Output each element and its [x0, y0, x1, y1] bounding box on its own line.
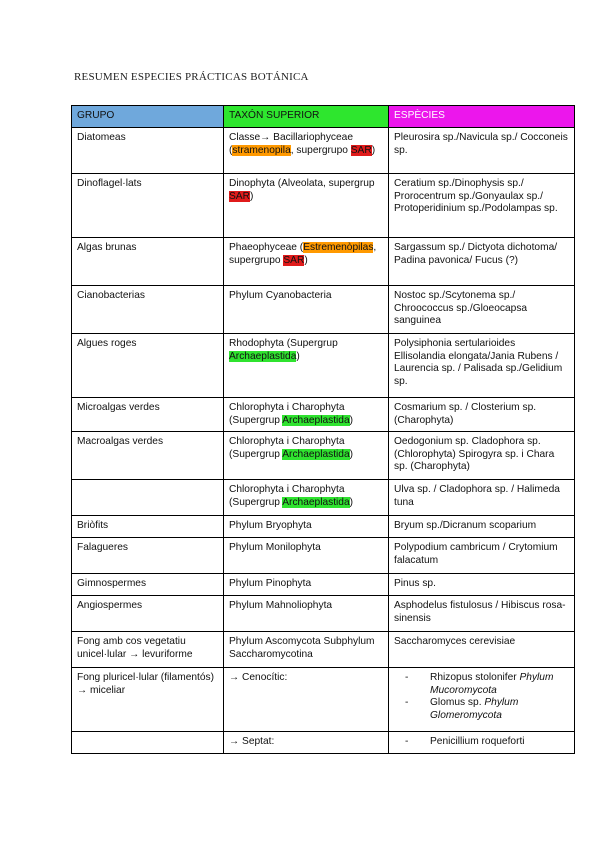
species-list: [394, 672, 569, 722]
taxon-text: Phaeophyceae (: [229, 242, 304, 253]
cell-grupo: Angiospermes: [72, 596, 224, 632]
cell-taxon: [224, 480, 389, 516]
cell-taxon: [224, 128, 389, 174]
taxon-text: ): [349, 448, 354, 460]
cell-grupo: Dinoflagel·lats: [72, 174, 224, 238]
cell-taxon: [224, 398, 389, 432]
taxon-text: , supergrupo: [290, 144, 351, 156]
cell-especies: Pinus sp.: [389, 574, 575, 596]
cell-especies: Sargassum sp./ Dictyota dichotoma/ Padina pavonica/ Fucus (?): [389, 238, 575, 286]
highlight-sar: SAR: [229, 190, 250, 202]
cell-taxon: [224, 516, 389, 538]
taxon-text: ): [371, 144, 376, 156]
table-row: [72, 432, 575, 480]
cell-taxon: → Septat:: [224, 732, 389, 754]
table-row: [72, 480, 575, 516]
cell-taxon: [224, 538, 389, 574]
taxon-text: ): [296, 350, 300, 362]
table-row: [72, 334, 575, 398]
column-header-especies: ESPÈCIES: [389, 106, 575, 128]
highlight-sar: SAR: [283, 254, 305, 266]
cell-taxon: [224, 174, 389, 238]
taxon-text: Phylum Ascomycota Subphylum Saccharomycotina: [229, 636, 375, 660]
taxon-text: Chlorophyta i Charophyta (Supergrup: [229, 484, 345, 508]
table-row: [72, 732, 575, 754]
cell-especies: Ceratium sp./Dinophysis sp./ Prorocentrum sp./Gonyaulax sp./ Protoperidinium sp./Podolampas sp.: [389, 174, 575, 238]
cell-grupo: [72, 480, 224, 516]
highlight-archaeplastida: Archaeplastida: [282, 448, 350, 460]
phylum-name: Phylum Glomeromycota: [430, 697, 519, 721]
table-row: [72, 632, 575, 668]
highlight-estremenopilas: Estremenòpilas: [303, 242, 374, 253]
table-row: [72, 516, 575, 538]
list-item: [405, 736, 569, 749]
highlight-archaeplastida: Archaeplastida: [282, 496, 350, 508]
cell-especies: Bryum sp./Dicranum scoparium: [389, 516, 575, 538]
highlight-archaeplastida: Archaeplastida: [229, 350, 297, 362]
cell-especies: Polypodium cambricum / Crytomium falacatum: [389, 538, 575, 574]
phylum-name: Phylum Mucoromycota: [430, 672, 554, 696]
taxon-text: Phylum Monilophyta: [229, 542, 321, 553]
cell-grupo: Briòfits: [72, 516, 224, 538]
taxon-text: ): [349, 414, 354, 426]
table-row: [72, 538, 575, 574]
cell-especies: Ulva sp. / Cladophora sp. / Halimeda tuna: [389, 480, 575, 516]
cell-grupo: [72, 732, 224, 754]
taxon-text: Phylum Mahnoliophyta: [229, 600, 333, 611]
cell-especies: Saccharomyces cerevisiae: [389, 632, 575, 668]
taxon-text: Chlorophyta i Charophyta (Supergrup: [229, 436, 345, 460]
page-title: RESUMEN ESPECIES PRÁCTICAS BOTÁNICA: [74, 71, 309, 83]
cell-especies: Cosmarium sp. / Closterium sp. (Charophyta): [389, 398, 575, 432]
cell-grupo: Algues roges: [72, 334, 224, 398]
taxon-text: Phylum Bryophyta: [229, 520, 312, 531]
taxon-text: Rhodophyta (Supergrup: [229, 338, 338, 349]
cell-grupo: Fong amb cos vegetatiu unicel·lular → levuriforme: [72, 632, 224, 668]
cell-especies: Nostoc sp./Scytonema sp./ Chroococcus sp./Gloeocapsa sanguinea: [389, 286, 575, 334]
cell-taxon: [224, 632, 389, 668]
species-table: [71, 105, 575, 754]
cell-taxon: [224, 574, 389, 596]
taxon-text: ): [349, 496, 354, 508]
cell-grupo: Macroalgas verdes: [72, 432, 224, 480]
taxon-text: , supergrupo: [229, 242, 377, 266]
cell-grupo: Diatomeas: [72, 128, 224, 174]
taxon-text: Phylum Pinophyta: [229, 578, 312, 589]
cell-especies: Asphodelus fistulosus / Hibiscus rosa-sinensis: [389, 596, 575, 632]
cell-especies: Polysiphonia sertularioides Ellisolandia elongata/Jania Rubens / Laurencia sp. / Palisada sp./Gelidium sp.: [389, 334, 575, 398]
species-name: Glomus sp.: [430, 697, 485, 708]
highlight-stramenopila: stramenopila: [232, 144, 291, 156]
table-row: [72, 128, 575, 174]
cell-taxon: [224, 596, 389, 632]
taxon-text: ): [249, 190, 254, 202]
cell-especies: [389, 732, 575, 754]
cell-taxon: → Cenocític:: [224, 668, 389, 732]
cell-taxon: [224, 238, 389, 286]
taxon-text: Phylum Cyanobacteria: [229, 290, 332, 301]
list-item: [405, 672, 569, 697]
cell-grupo: Cianobacterias: [72, 286, 224, 334]
highlight-archaeplastida: Archaeplastida: [282, 414, 350, 426]
cell-grupo: Gimnospermes: [72, 574, 224, 596]
cell-grupo: Fong pluricel·lular (filamentós) → miceliar: [72, 668, 224, 732]
cell-especies: Oedogonium sp. Cladophora sp. (Chlorophyta) Spirogyra sp. i Chara sp. (Charophyta): [389, 432, 575, 480]
species-name: Rhizopus stolonifer: [430, 672, 520, 683]
cell-especies: [389, 668, 575, 732]
taxon-text: Dinophyta (Alveolata, supergrup: [229, 178, 375, 189]
cell-grupo: Microalgas verdes: [72, 398, 224, 432]
table-row: [72, 668, 575, 732]
table-header-row: [72, 106, 575, 128]
list-item: [405, 697, 569, 722]
column-header-taxon: TAXÓN SUPERIOR: [224, 106, 389, 128]
table-row: [72, 238, 575, 286]
taxon-text: Chlorophyta i Charophyta (Supergrup: [229, 402, 345, 426]
species-list: [394, 736, 569, 749]
table-row: [72, 286, 575, 334]
cell-especies: Pleurosira sp./Navicula sp./ Cocconeis sp.: [389, 128, 575, 174]
cell-taxon: [224, 334, 389, 398]
cell-taxon: [224, 432, 389, 480]
cell-grupo: Falagueres: [72, 538, 224, 574]
table-row: [72, 574, 575, 596]
taxon-text: ): [304, 254, 308, 266]
column-header-grupo: GRUPO: [72, 106, 224, 128]
cell-taxon: [224, 286, 389, 334]
species-name: Penicillium roqueforti: [430, 736, 525, 747]
cell-grupo: Algas brunas: [72, 238, 224, 286]
taxon-text: Classe→ Bacillariophyceae (: [229, 132, 354, 156]
highlight-sar: SAR: [350, 144, 372, 156]
table-row: [72, 174, 575, 238]
table-row: [72, 398, 575, 432]
table-row: [72, 596, 575, 632]
